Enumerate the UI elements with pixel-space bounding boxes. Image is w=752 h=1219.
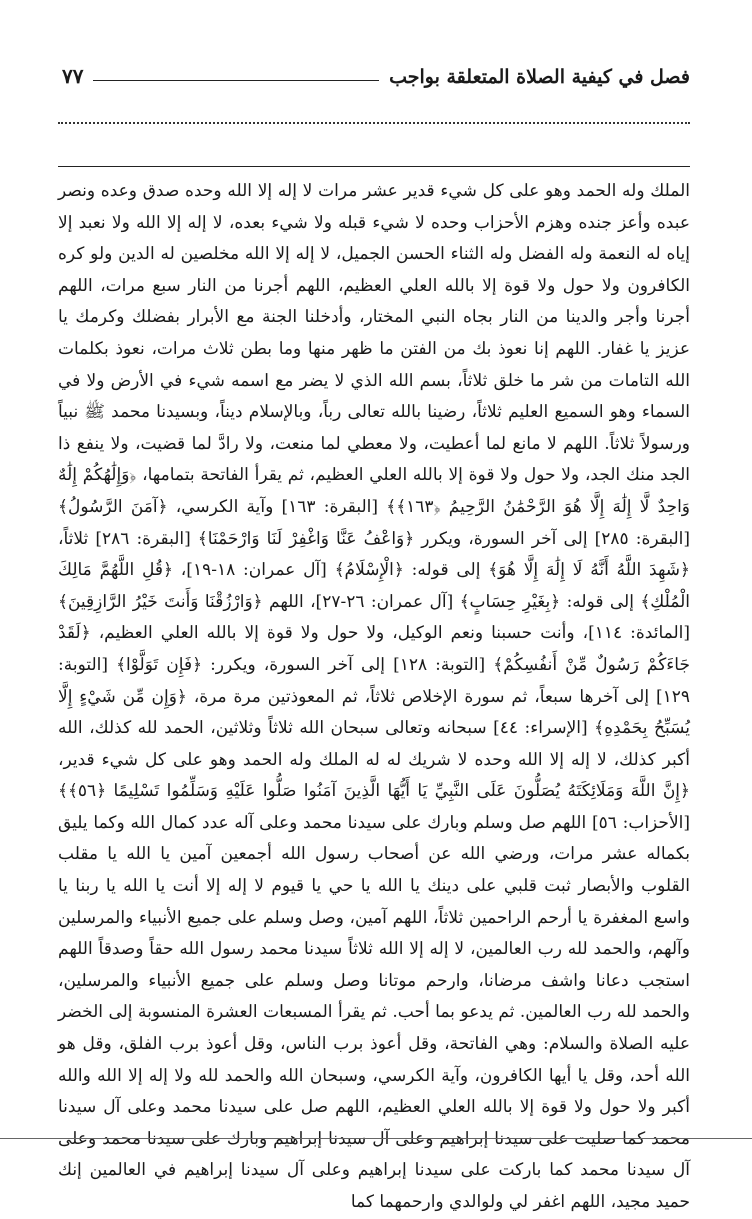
chapter-title: فصل في كيفية الصلاة المتعلقة بواجب — [389, 66, 690, 88]
header-rule — [93, 80, 379, 81]
page-number: ٧٧ — [62, 64, 84, 88]
dotted-separator — [58, 122, 690, 124]
top-rule — [58, 166, 690, 167]
body-paragraph: الملك وله الحمد وهو على كل شيء قدير عشر مرات لا إله إلا الله وحده صدق وعده ونصر عبده وأعز جنده وهزم الأحزاب وحده لا شيء قبله ولا شيء بعده، لا إله إلا الله ولا نعبد إلا إياه له النعمة وله الفضل وله الثناء الحسن الجميل، لا إله إلا الله مخلصين له الدين ولو كره الكافرون ولا حول ولا قوة إلا بالله العلي العظيم، اللهم أجرنا من النار سبع مرات، اللهم أجرنا وأجر والدينا من النار بجاه النبي المختار، وأدخلنا الجنة مع الأبرار بفضلك وكرمك يا عزيز يا غفار. اللهم إنا نعوذ بك من الفتن ما ظهر منها وما بطن ثلاث مرات، نعوذ بكلمات الله التامات من شر ما خلق ثلاثاً، بسم الله الذي لا يضر مع اسمه شيء في الأرض ولا في السماء وهو السميع العليم ثلاثاً، رضينا بالله تعالى رباً، وبالإسلام ديناً، وبسيدنا محمد ﷺ نبياً ورسولاً ثلاثاً. اللهم لا مانع لما أعطيت، ولا معطي لما منعت، ولا رادَّ لما قضيت، ولا ينفع ذا الجد منك الجد، ولا حول ولا قوة إلا بالله العلي العظيم، ثم يقرأ الفاتحة بتمامها، ﴿وَإِلَٰهُكُمْ إِلَٰهٌ وَاحِدٌ لَّا إِلَٰهَ إِلَّا هُوَ الرَّحْمَٰنُ الرَّحِيمُ ﴿١٦٣﴾﴾ [البقرة: ١٦٣] وآية الكرسي، ﴿آمَنَ الرَّسُولُ﴾ [البقرة: ٢٨٥] إلى آخر السورة، ويكرر ﴿وَاعْفُ عَنَّا وَاغْفِرْ لَنَا وَارْحَمْنَا﴾ [البقرة: ٢٨٦] ثلاثاً، ﴿شَهِدَ اللَّهُ أَنَّهُ لَا إِلَٰهَ إِلَّا هُوَ﴾ إلى قوله: ﴿الْإِسْلَامُ﴾ [آل عمران: ١٨-١٩]، ﴿قُلِ اللَّهُمَّ مَالِكَ الْمُلْكِ﴾ إلى قوله: ﴿بِغَيْرِ حِسَابٍ﴾ [آل عمران: ٢٦-٢٧]، اللهم ﴿وَارْزُقْنَا وَأَنتَ خَيْرُ الرَّازِقِينَ﴾ [المائدة: ١١٤]، وأنت حسبنا ونعم الوكيل، ولا حول ولا قوة إلا بالله العلي العظيم، ﴿لَقَدْ جَاءَكُمْ رَسُولٌ مِّنْ أَنفُسِكُمْ﴾ [التوبة: ١٢٨] إلى آخر السورة، ويكرر: ﴿فَإِن تَوَلَّوْا﴾ [التوبة: ١٢٩] إلى آخرها سبعاً، ثم سورة الإخلاص ثلاثاً، ثم المعوذتين مرة مرة، ﴿وَإِن مِّن شَيْءٍ إِلَّا يُسَبِّحُ بِحَمْدِهِ﴾ [الإسراء: ٤٤] سبحانه وتعالى سبحان الله ثلاثاً وثلاثين، الحمد لله كذلك، الله أكبر كذلك، لا إله إلا الله وحده لا شريك له له الملك وله الحمد وهو على كل شيء قدير، ﴿إِنَّ اللَّهَ وَمَلَائِكَتَهُ يُصَلُّونَ عَلَى النَّبِيِّ يَا أَيُّهَا الَّذِينَ آمَنُوا صَلُّوا عَلَيْهِ وَسَلِّمُوا تَسْلِيمًا ﴿٥٦﴾﴾ [الأحزاب: ٥٦] اللهم صل وسلم وبارك على سيدنا محمد وعلى آله عدد كمال الله وكما يليق بكماله عشر مرات، ورضي الله عن أصحاب رسول الله أجمعين آمين يا الله يا مقلب القلوب والأبصار ثبت قلبي على دينك يا الله يا حي يا قيوم لا إله إلا أنت يا الله يا ربنا يا واسع المغفرة يا أرحم الراحمين ثلاثاً، اللهم آمين، وصل وسلم على جميع الأنبياء والمرسلين وآلهم، والحمد لله رب العالمين، لا إله إلا الله ثلاثاً سيدنا محمد رسول الله حقاً وصدقاً اللهم استجب دعانا واشف مرضانا، وارحم موتانا وصل وسلم على جميع الأنبياء والمرسلين، والحمد لله رب العالمين. ثم يدعو بما أحب. ثم يقرأ المسبعات العشرة المنسوبة إلى الخضر عليه الصلاة والسلام: وهي الفاتحة، وقل أعوذ برب الناس، وقل أعوذ برب الفلق، وقل هو الله أحد، وقل يا أيها الكافرون، وآية الكرسي، وسبحان الله والحمد لله ولا إله إلا الله والله أكبر ولا حول ولا قوة إلا بالله العلي العظيم، اللهم صل على سيدنا محمد وعلى آل سيدنا محمد كما صليت على سيدنا إبراهيم وعلى آل سيدنا إبراهيم وبارك على سيدنا محمد وعلى آل سيدنا محمد كما باركت على سيدنا إبراهيم وعلى آل سيدنا إبراهيم في العالمين إنك حميد مجيد، اللهم اغفر لي ولوالدي وارحمهما كما — [58, 181, 691, 1212]
running-header — [62, 58, 690, 88]
bottom-rule — [0, 1138, 752, 1139]
body-text — [58, 176, 690, 1219]
